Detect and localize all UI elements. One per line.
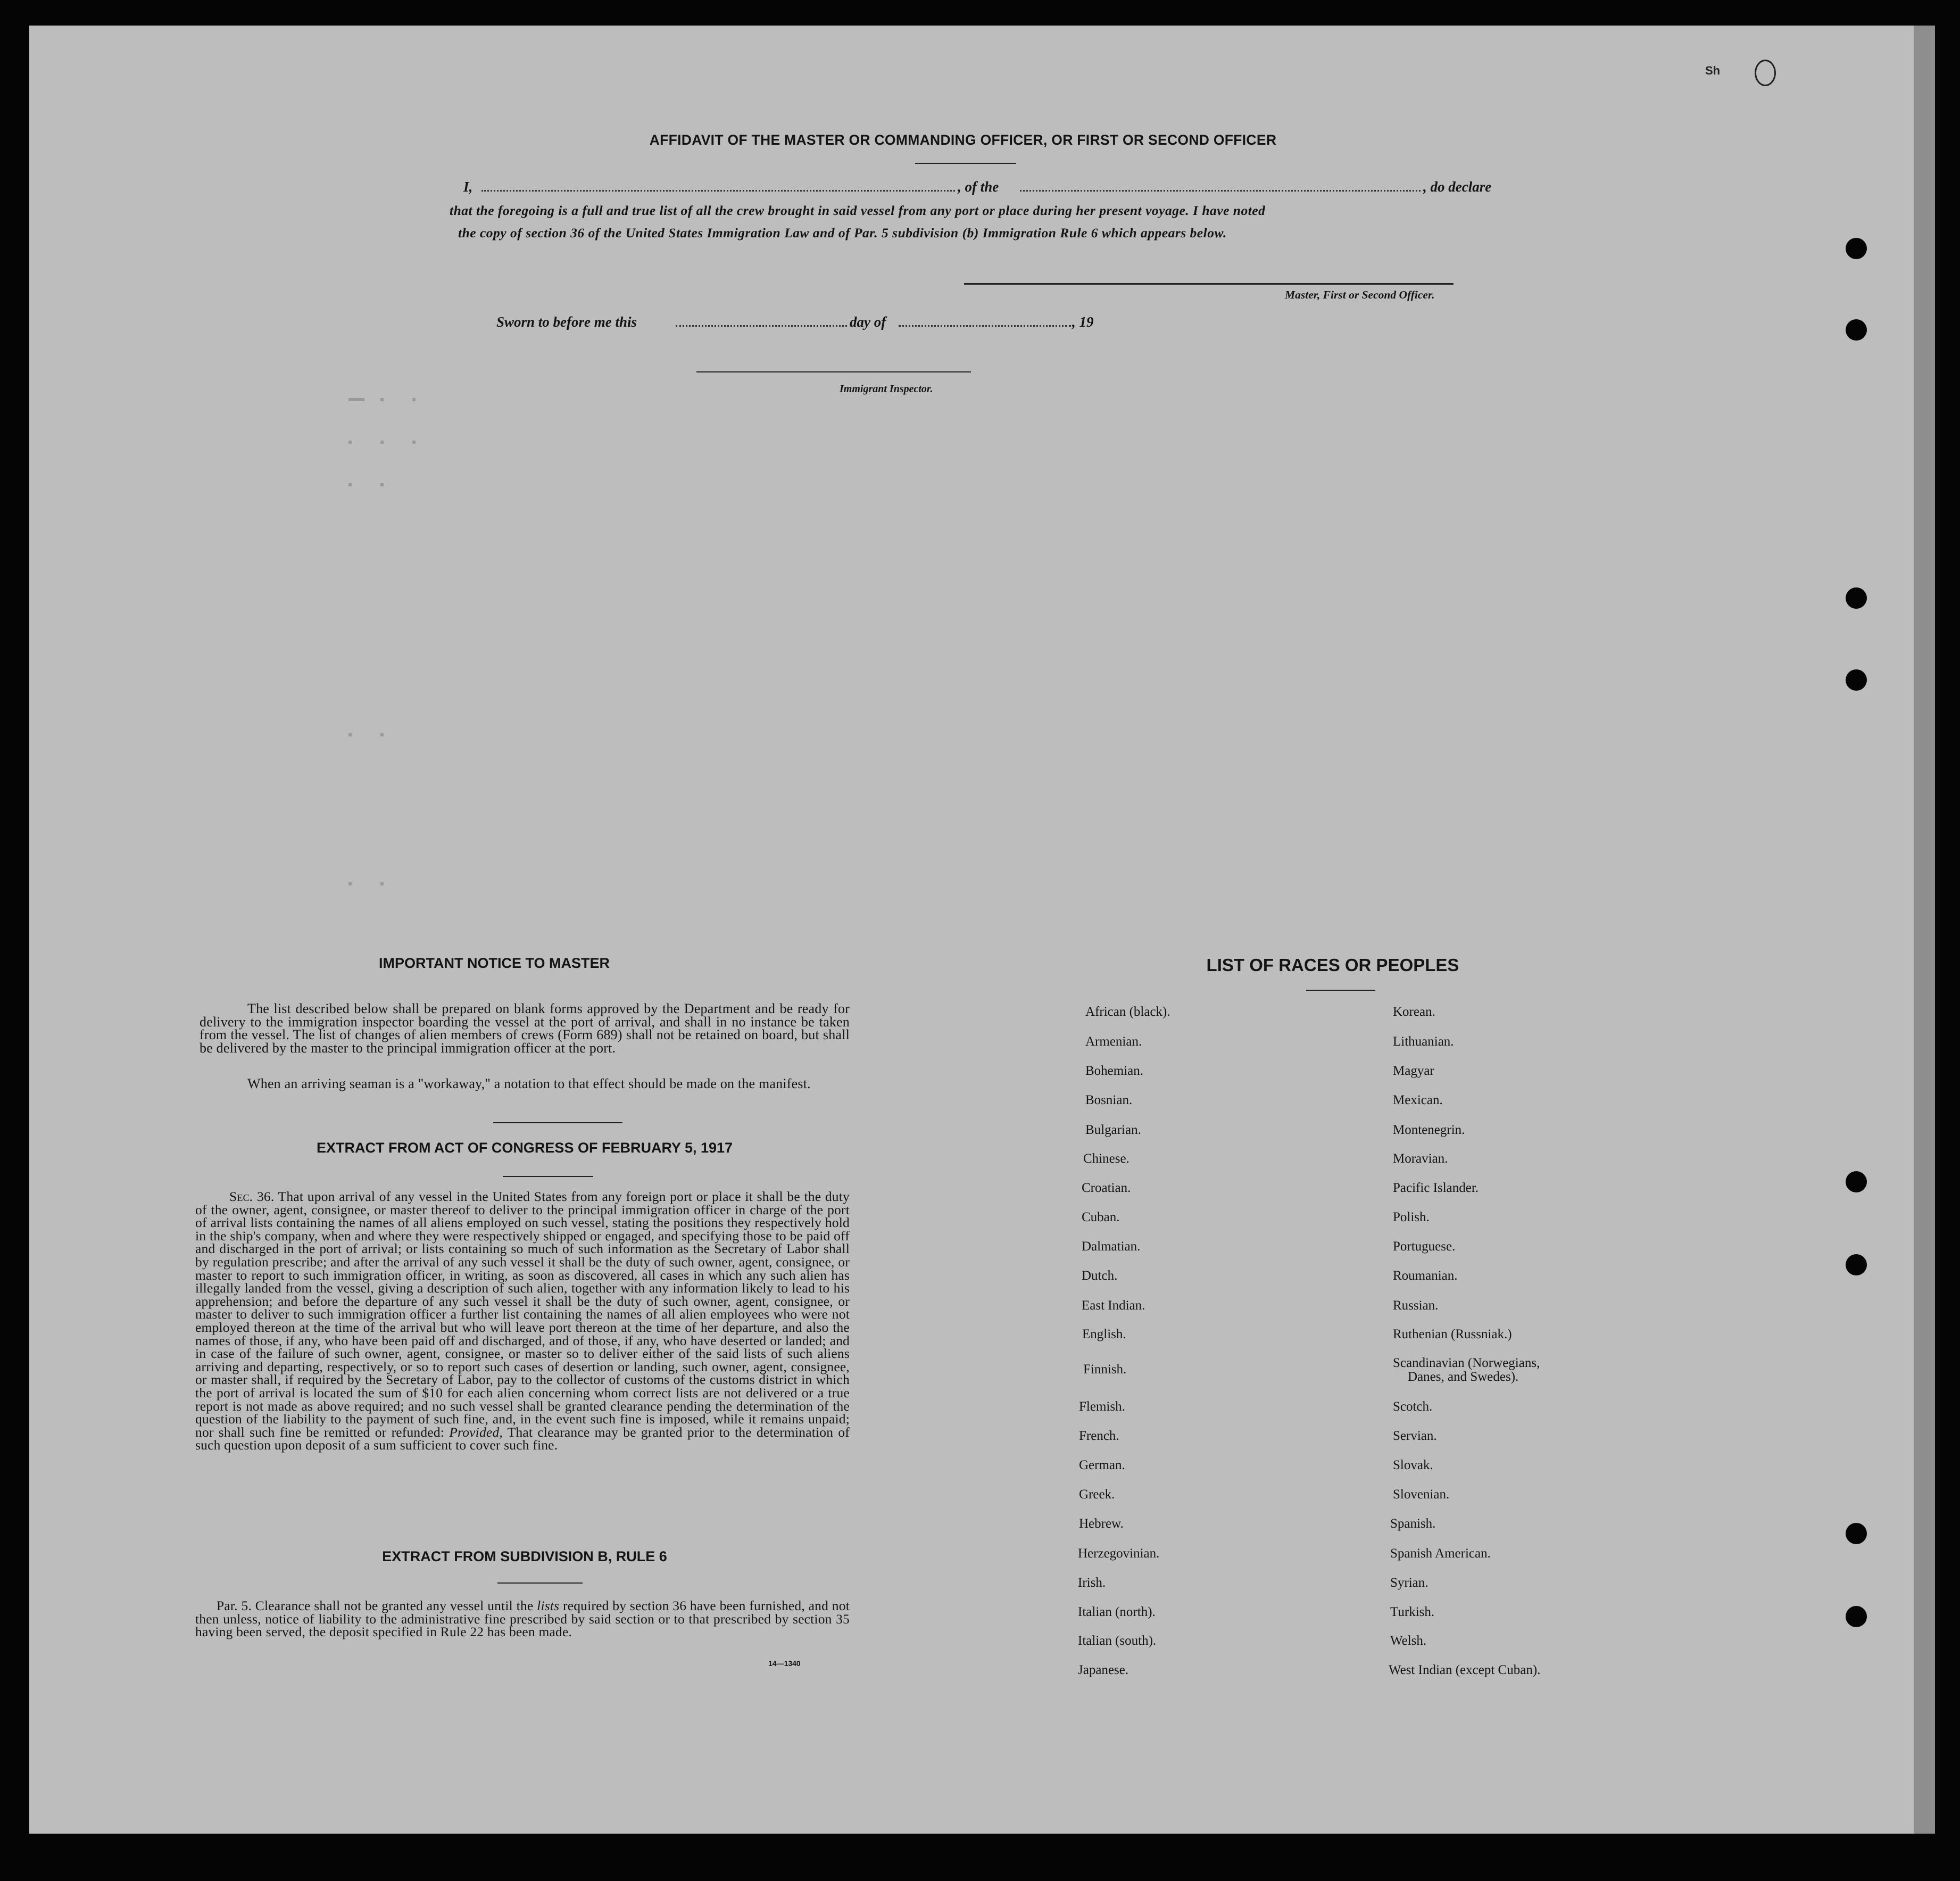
race-right-23: West Indian (except Cuban). — [1389, 1663, 1541, 1677]
race-left-1: Armenian. — [1085, 1034, 1142, 1049]
binding-strip — [1914, 26, 1935, 1834]
act-title-divider — [503, 1176, 593, 1177]
affidavit-title: AFFIDAVIT OF THE MASTER OR COMMANDING OFFICER, OR FIRST OR SECOND OFFICER — [649, 132, 1277, 148]
binder-hole — [1846, 1171, 1867, 1192]
race-left-9: Dutch. — [1082, 1269, 1118, 1283]
race-left-17: Hebrew. — [1079, 1517, 1124, 1531]
corner-sheet-mark: Sh — [1705, 64, 1721, 77]
form-number: 14—1340 — [768, 1659, 801, 1668]
document-sheet — [29, 26, 1914, 1834]
race-left-5: Chinese. — [1083, 1151, 1130, 1166]
binder-hole — [1846, 319, 1867, 341]
sworn-month-blank[interactable] — [899, 325, 1071, 327]
provided-word: Provided, — [449, 1424, 503, 1440]
race-left-7: Cuban. — [1082, 1210, 1120, 1224]
notice-divider — [493, 1122, 622, 1123]
race-right-2: Magyar — [1393, 1064, 1434, 1078]
race-left-22: Japanese. — [1078, 1663, 1129, 1677]
declaration-line-3: the copy of section 36 of the United States Immigration Law and of Par. 5 subdivision (b) Immigration Rule 6 which appears below. — [458, 225, 1227, 241]
rule6-paragraph — [195, 1600, 850, 1639]
race-right-14: Scotch. — [1393, 1399, 1433, 1414]
race-left-12: Finnish. — [1083, 1362, 1127, 1377]
race-right-0: Korean. — [1393, 1005, 1435, 1019]
rule6-text-end: required by section 36 have been furnished, and not then unless, notice of liability to the administrative fine prescribed by said section or to that prescribed by section 35 having been served, the deposit specified in Rule 22 has been made. — [195, 1598, 850, 1640]
notice-paragraph-2 — [200, 1078, 850, 1091]
race-right-18: Spanish. — [1390, 1517, 1436, 1531]
lists-word: lists — [537, 1598, 560, 1613]
notice-paragraph-1-text: The list described below shall be prepared on blank forms approved by the Department and be ready for delivery to the immigration inspector boarding the vessel at the port of arrival, and shall in no instance be taken from the vessel. The list of changes of alien members of crews (Form 689) shall not be retained on board, but shall be delivered by the master to the principal immigration officer at the port. — [200, 1001, 850, 1056]
master-signature-label: Master, First or Second Officer. — [1285, 288, 1435, 301]
race-right-22: Welsh. — [1390, 1634, 1427, 1648]
corner-circle-mark — [1755, 60, 1776, 86]
race-right-10: Russian. — [1393, 1298, 1439, 1313]
race-right-7: Polish. — [1393, 1210, 1430, 1224]
rule6-divider — [497, 1582, 583, 1584]
race-right-5: Moravian. — [1393, 1151, 1448, 1166]
race-right-4: Montenegrin. — [1393, 1123, 1465, 1137]
race-right-20: Syrian. — [1390, 1576, 1429, 1590]
act-title: EXTRACT FROM ACT OF CONGRESS OF FEBRUARY 5, 1917 — [316, 1140, 733, 1156]
race-right-9: Roumanian. — [1393, 1269, 1458, 1283]
bleed-through-marks — [348, 398, 881, 909]
section-text: That upon arrival of any vessel in the United States from any foreign port or place it shall be the duty of the owner, agent, consignee, or master thereof to deliver to the principal immigration officer in charge of the port of arrival lists containing the names of all aliens employed on such vessel, stating the positions they respectively hold in the ship's company, when and where they were respectively shipped or engaged, and specifying those to be paid off and discharged in the port of arrival; or lists containing so much of such information as the Secretary of Labor shall by regulation prescribe; and after the arrival of any such vessel it shall be the duty of such owner, agent, consignee, or master to report to such immigration officer, in writing, as soon as discovered, all cases in which any such alien has illegally landed from the vessel, giving a description of such alien, together with any information likely to lead to his apprehension; and before the departure of any such vessel it shall be the duty of such owner, agent, consignee, or master to deliver to such immigration officer a further list containing the names of all alien employees who were not employed thereon at the time of the arrival but who will leave port thereon at the time of her departure, and also the names of those, if any, who have been paid off and discharged, and of those, if any, who have deserted or landed; and in case of the failure of such owner, agent, consignee, or master so to deliver either of the said lists of such aliens arriving and departing, respectively, or so to report such cases of desertion or landing, such owner, agent, consignee, or master shall, if required by the Secretary of Labor, pay to the collector of customs of the customs district in which the port of arrival is located the sum of $10 for each alien concerning whom correct lists are not delivered or a true report is not made as above required; and no such vessel shall be granted clearance pending the determination of the question of the liability to the payment of such fine, and, in the event such fine is imposed, while it remains unpaid; nor shall such fine be remitted or refunded: — [195, 1189, 850, 1440]
race-right-12: Scandinavian (Norwegians, — [1393, 1356, 1540, 1370]
race-left-19: Irish. — [1078, 1576, 1106, 1590]
declaration-line-2: that the foregoing is a full and true list of all the crew brought in said vessel from any port or place during her present voyage. I have noted — [450, 203, 1266, 218]
race-right-21: Turkish. — [1390, 1605, 1435, 1619]
sworn-day-blank[interactable] — [676, 325, 847, 327]
race-right-11: Ruthenian (Russniak.) — [1393, 1327, 1512, 1341]
race-left-4: Bulgarian. — [1085, 1123, 1141, 1137]
race-left-6: Croatian. — [1082, 1181, 1131, 1195]
name-blank[interactable] — [481, 190, 955, 192]
rule6-text: Par. 5. Clearance shall not be granted any vessel until the — [217, 1598, 534, 1613]
race-right-13: Danes, and Swedes). — [1408, 1370, 1519, 1384]
binder-hole — [1846, 1523, 1867, 1544]
year-label: , 19 — [1072, 314, 1094, 330]
race-right-3: Mexican. — [1393, 1093, 1443, 1107]
inspector-label: Immigrant Inspector. — [840, 383, 933, 395]
race-left-16: Greek. — [1079, 1487, 1115, 1502]
section-text-end: That clearance may be granted prior to the determination of such question upon deposit of a sum sufficient to cover such fine. — [195, 1424, 850, 1453]
race-left-20: Italian (north). — [1078, 1605, 1156, 1619]
race-right-15: Servian. — [1393, 1429, 1437, 1443]
race-right-19: Spanish American. — [1390, 1546, 1491, 1561]
race-right-16: Slovak. — [1393, 1458, 1433, 1472]
race-left-14: French. — [1079, 1429, 1119, 1443]
races-divider — [1306, 990, 1375, 991]
binder-hole — [1846, 238, 1867, 259]
binder-hole — [1846, 1606, 1867, 1627]
rule6-title: EXTRACT FROM SUBDIVISION B, RULE 6 — [382, 1548, 667, 1564]
title-divider — [915, 163, 1016, 164]
do-declare-label: , do declare — [1423, 179, 1492, 195]
vessel-blank[interactable] — [1020, 190, 1421, 192]
race-left-0: African (black). — [1085, 1005, 1170, 1019]
day-of-label: day of — [850, 314, 886, 330]
notice-title: IMPORTANT NOTICE TO MASTER — [379, 955, 610, 971]
inspector-signature-line[interactable] — [696, 371, 971, 372]
race-right-1: Lithuanian. — [1393, 1034, 1454, 1049]
section-label: Sec. 36. — [229, 1189, 275, 1204]
race-left-18: Herzegovinian. — [1078, 1546, 1160, 1561]
races-title: LIST OF RACES OR PEOPLES — [1206, 955, 1459, 975]
race-left-10: East Indian. — [1082, 1298, 1145, 1313]
binder-hole — [1846, 587, 1867, 609]
master-signature-line[interactable] — [964, 283, 1454, 285]
binder-hole — [1846, 669, 1867, 691]
race-left-15: German. — [1079, 1458, 1125, 1472]
race-left-13: Flemish. — [1079, 1399, 1125, 1414]
sworn-label: Sworn to before me this — [496, 314, 637, 330]
race-left-21: Italian (south). — [1078, 1634, 1157, 1648]
notice-paragraph-2-text: When an arriving seaman is a "workaway," a notation to that effect should be made on the manifest. — [247, 1076, 811, 1091]
race-left-3: Bosnian. — [1085, 1093, 1133, 1107]
race-right-17: Slovenian. — [1393, 1487, 1450, 1502]
binder-hole — [1846, 1254, 1867, 1275]
act-section-36 — [195, 1190, 850, 1452]
declaration-i: I, — [463, 179, 473, 195]
race-right-6: Pacific Islander. — [1393, 1181, 1479, 1195]
of-the-label: , of the — [958, 179, 999, 195]
race-right-8: Portuguese. — [1393, 1239, 1456, 1254]
race-left-2: Bohemian. — [1085, 1064, 1144, 1078]
race-left-8: Dalmatian. — [1082, 1239, 1141, 1254]
race-left-11: English. — [1082, 1327, 1126, 1341]
notice-paragraph-1 — [200, 1002, 850, 1055]
